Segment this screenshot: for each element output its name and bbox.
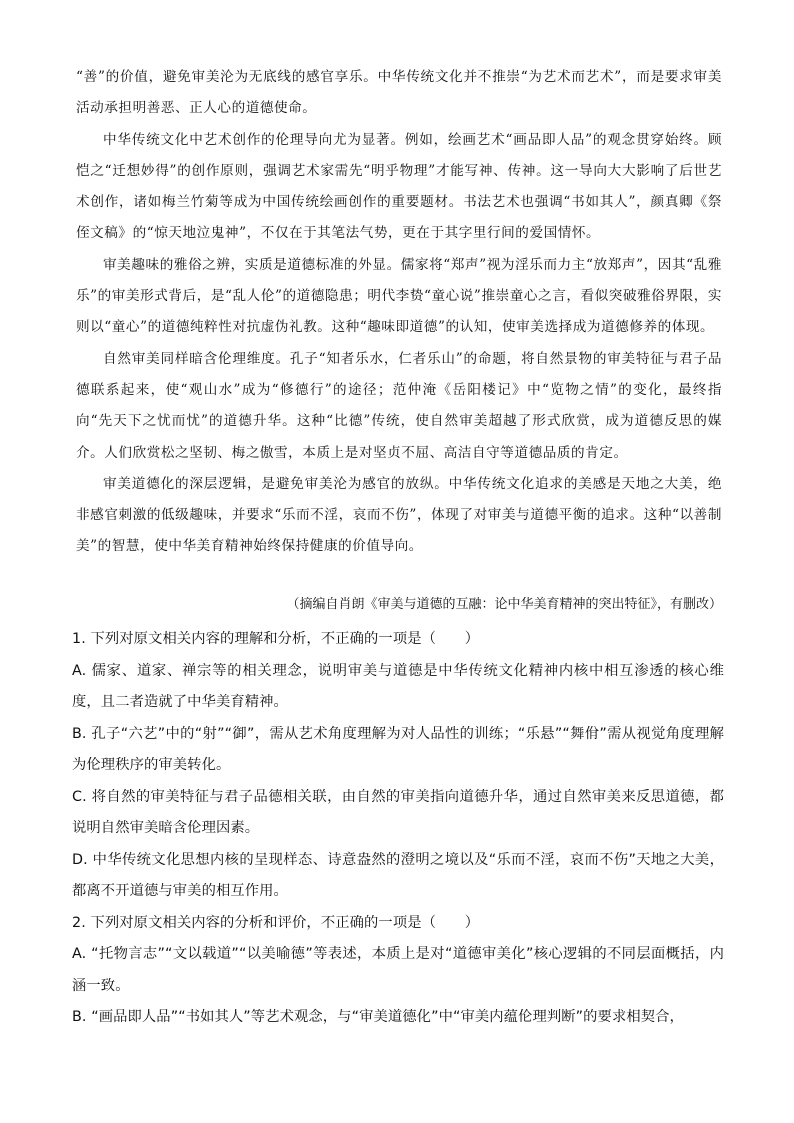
- question-2-option-a: A. “托物言志”“文以载道”“以美喻德”等表述，本质上是对“道德审美化”核心逻辑的不同层面概括，内涵一致。: [72, 946, 724, 994]
- passage-paragraph: 审美趣味的雅俗之辨，实质是道德标准的外显。儒家将“郑声”视为淫乐而力主“放郑声”，因其“乱雅乐”的审美形式背后，是“乱人伦”的道德隐患；明代李贽“童心说”推崇童心之言，看似突破雅俗界限，实则以“童心”的道德纯粹性对抗虚伪礼教。这种“趣味即道德”的认知，使审美选择成为道德修养的体现。: [76, 256, 722, 336]
- question-1-option-d: D. 中华传统文化思想内核的呈现样态、诗意盎然的澄明之境以及“乐而不淫，哀而不伤”天地之大美，都离不开道德与审美的相互作用。: [72, 851, 724, 899]
- question-1-option-c: C. 将自然的审美特征与君子品德相关联，由自然的审美指向道德升华，通过自然审美来反思道德，都说明自然审美暗含伦理因素。: [72, 788, 724, 836]
- passage-paragraph: 中华传统文化中艺术创作的伦理导向尤为显著。例如，绘画艺术“画品即人品”的观念贯穿始终。顾恺之“迁想妙得”的创作原则，强调艺术家需先“明乎物理”才能写神、传神。这一导向大大影响了后世艺术创作，诸如梅兰竹菊等成为中国传统绘画创作的重要题材。书法艺术也强调“书如其人”，颜真卿《祭侄文稿》的“惊天地泣鬼神”，不仅在于其笔法气势，更在于其字里行间的爱国情怀。: [76, 131, 722, 242]
- reading-passage: [76, 62, 722, 563]
- passage-source: （摘编自肖朗《审美与道德的互融：论中华美育精神的突出特征》，有删改）: [286, 597, 722, 612]
- passage-paragraph: 审美道德化的深层逻辑，是避免审美沦为感官的放纵。中华传统文化追求的美感是天地之大美，绝非感官刺激的低级趣味，并要求“乐而不淫，哀而不伤”，体现了对审美与道德平衡的追求。这种“以善制美”的智慧，使中华美育精神始终保持健康的价值导向。: [76, 475, 722, 555]
- question-2-stem: 2. 下列对原文相关内容的分析和评价，不正确的一项是（ ）: [72, 914, 480, 931]
- question-section: [72, 624, 724, 1034]
- question-2-option-b: B. “画品即人品”“书如其人”等艺术观念，与“审美道德化”中“审美内蕴伦理判断”的要求相契合，: [72, 1009, 684, 1025]
- passage-paragraph: “善”的价值，避免审美沦为无底线的感官享乐。中华传统文化并不推崇“为艺术而艺术”，而是要求审美活动承担明善恶、正人心的道德使命。: [76, 69, 722, 117]
- passage-paragraph: 自然审美同样暗含伦理维度。孔子“知者乐水，仁者乐山”的命题，将自然景物的审美特征与君子品德联系起来，使“观山水”成为“修德行”的途径；范仲淹《岳阳楼记》中“览物之情”的变化，最终指向“先天下之忧而忧”的道德升华。这种“比德”传统，使自然审美超越了形式欣赏，成为道德反思的媒介。人们欣赏松之坚韧、梅之傲雪，本质上是对坚贞不屈、高洁自守等道德品质的肯定。: [76, 350, 722, 461]
- question-1-stem: 1. 下列对原文相关内容的理解和分析，不正确的一项是（ ）: [72, 631, 480, 647]
- question-1-option-a: A. 儒家、道家、禅宗等的相关理念，说明审美与道德是中华传统文化精神内核中相互渗透的核心维度，且二者造就了中华美育精神。: [72, 662, 724, 710]
- question-1-option-b: B. 孔子“六艺”中的“射”“御”，需从艺术角度理解为对人品性的训练；“乐悬”“舞佾”需从视觉角度理解为伦理秩序的审美转化。: [72, 725, 724, 773]
